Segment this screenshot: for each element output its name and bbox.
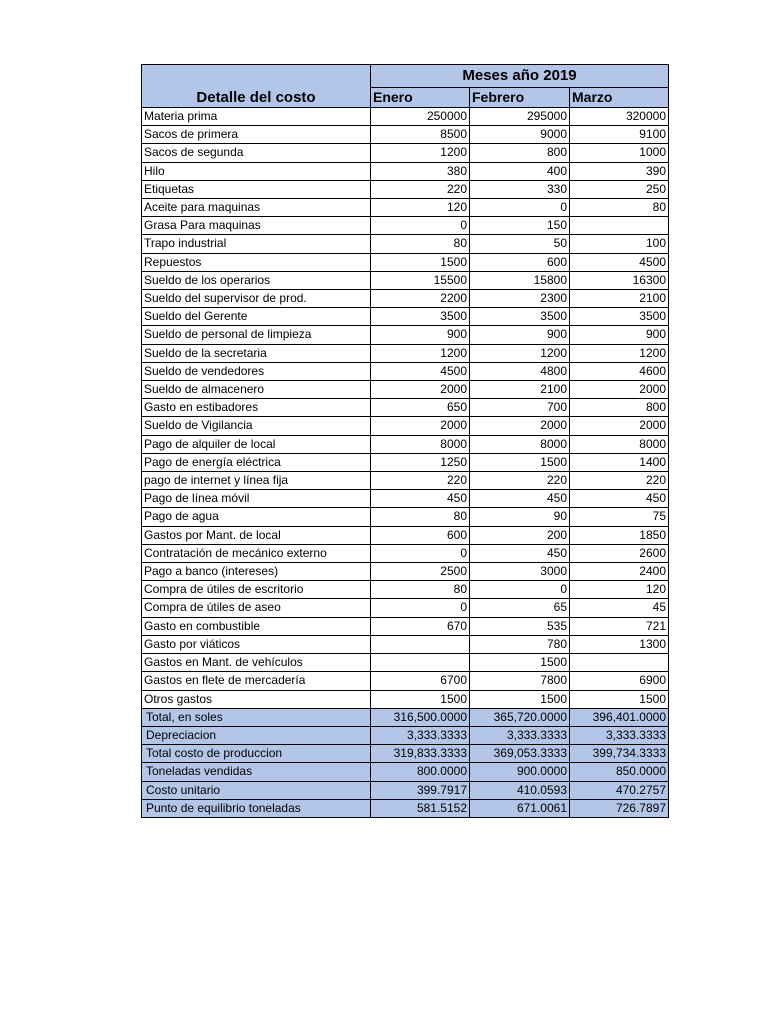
row-label: Gastos en flete de mercadería (142, 672, 371, 690)
table-row (142, 326, 669, 344)
cell-febrero: 1500 (470, 453, 570, 471)
cell-marzo: 800 (570, 399, 669, 417)
cell-marzo: 2000 (570, 417, 669, 435)
table-row (142, 563, 669, 581)
cell-marzo: 399,734.3333 (570, 745, 669, 763)
row-label: Sacos de primera (142, 126, 371, 144)
header-cost-detail: Detalle del costo (142, 65, 371, 108)
row-label: Pago a banco (intereses) (142, 563, 371, 581)
cell-enero: 120 (371, 199, 470, 217)
cell-marzo (570, 217, 669, 235)
cell-enero: 1250 (371, 453, 470, 471)
cell-marzo: 220 (570, 472, 669, 490)
table-row (142, 199, 669, 217)
cell-enero: 2200 (371, 290, 470, 308)
cell-enero: 220 (371, 180, 470, 198)
cell-enero: 1500 (371, 690, 470, 708)
cell-marzo: 2400 (570, 563, 669, 581)
cell-febrero: 3,333.3333 (470, 726, 570, 744)
cell-febrero: 900.0000 (470, 763, 570, 781)
cell-marzo: 2100 (570, 290, 669, 308)
cell-enero: 600 (371, 526, 470, 544)
cell-febrero: 65 (470, 599, 570, 617)
cell-marzo: 721 (570, 617, 669, 635)
table-row (142, 126, 669, 144)
cell-febrero: 9000 (470, 126, 570, 144)
cell-febrero: 400 (470, 162, 570, 180)
cell-febrero: 2000 (470, 417, 570, 435)
cell-enero: 1200 (371, 144, 470, 162)
row-label: Pago de energía eléctrica (142, 453, 371, 471)
cell-enero: 1200 (371, 344, 470, 362)
row-label: Sueldo de Vigilancia (142, 417, 371, 435)
cell-marzo: 900 (570, 326, 669, 344)
row-label: Compra de útiles de aseo (142, 599, 371, 617)
row-label: Grasa Para maquinas (142, 217, 371, 235)
row-label: Aceite para maquinas (142, 199, 371, 217)
cell-marzo: 2000 (570, 381, 669, 399)
table-row (142, 235, 669, 253)
row-label: Repuestos (142, 253, 371, 271)
cell-marzo: 2600 (570, 544, 669, 562)
cell-marzo: 1500 (570, 690, 669, 708)
cell-marzo: 4500 (570, 253, 669, 271)
table-row (142, 271, 669, 289)
header-row-group (142, 65, 669, 88)
row-label: pago de internet y línea fija (142, 472, 371, 490)
cell-marzo: 1850 (570, 526, 669, 544)
cell-marzo: 390 (570, 162, 669, 180)
summary-row (142, 799, 669, 817)
cell-febrero: 450 (470, 490, 570, 508)
cell-febrero: 0 (470, 581, 570, 599)
cell-enero: 2000 (371, 381, 470, 399)
cell-enero: 80 (371, 508, 470, 526)
table-row (142, 435, 669, 453)
table-row (142, 581, 669, 599)
table-row (142, 417, 669, 435)
table-row (142, 490, 669, 508)
cell-enero: 4500 (371, 362, 470, 380)
table-row (142, 144, 669, 162)
table-row (142, 544, 669, 562)
cell-marzo: 3,333.3333 (570, 726, 669, 744)
cell-enero: 670 (371, 617, 470, 635)
cell-febrero: 220 (470, 472, 570, 490)
row-label: Total, en soles (142, 708, 371, 726)
header-month-marzo: Marzo (570, 88, 669, 108)
cell-enero: 900 (371, 326, 470, 344)
cell-marzo: 75 (570, 508, 669, 526)
summary-row (142, 763, 669, 781)
cell-febrero: 450 (470, 544, 570, 562)
table-row (142, 344, 669, 362)
row-label: Sueldo de los operarios (142, 271, 371, 289)
cell-enero: 581.5152 (371, 799, 470, 817)
cell-enero: 1500 (371, 253, 470, 271)
cell-marzo: 1400 (570, 453, 669, 471)
cell-febrero: 15800 (470, 271, 570, 289)
table-row (142, 399, 669, 417)
cell-febrero: 369,053.3333 (470, 745, 570, 763)
table-row (142, 472, 669, 490)
cell-febrero: 200 (470, 526, 570, 544)
row-label: Gastos por Mant. de local (142, 526, 371, 544)
summary-row (142, 745, 669, 763)
cell-enero: 250000 (371, 108, 470, 126)
table-row (142, 290, 669, 308)
row-label: Depreciacion (142, 726, 371, 744)
cell-febrero: 410.0593 (470, 781, 570, 799)
cell-febrero: 90 (470, 508, 570, 526)
table-row (142, 162, 669, 180)
cell-marzo: 80 (570, 199, 669, 217)
row-label: Gastos en Mant. de vehículos (142, 654, 371, 672)
row-label: Compra de útiles de escritorio (142, 581, 371, 599)
cell-febrero: 1200 (470, 344, 570, 362)
cell-marzo: 4600 (570, 362, 669, 380)
table-row (142, 617, 669, 635)
row-label: Toneladas vendidas (142, 763, 371, 781)
row-label: Gasto por viáticos (142, 635, 371, 653)
cell-enero (371, 654, 470, 672)
cell-enero: 316,500.0000 (371, 708, 470, 726)
cell-febrero: 671.0061 (470, 799, 570, 817)
cell-marzo: 100 (570, 235, 669, 253)
cell-marzo: 1200 (570, 344, 669, 362)
row-label: Sueldo de vendedores (142, 362, 371, 380)
cell-febrero: 800 (470, 144, 570, 162)
cell-enero: 80 (371, 235, 470, 253)
row-label: Trapo industrial (142, 235, 371, 253)
table-row (142, 253, 669, 271)
cell-enero: 319,833.3333 (371, 745, 470, 763)
cell-enero: 3500 (371, 308, 470, 326)
cell-enero: 8000 (371, 435, 470, 453)
cell-febrero: 2100 (470, 381, 570, 399)
cell-enero: 650 (371, 399, 470, 417)
cell-marzo: 120 (570, 581, 669, 599)
table-row (142, 381, 669, 399)
row-label: Gasto en combustible (142, 617, 371, 635)
header-month-enero: Enero (371, 88, 470, 108)
cell-marzo: 250 (570, 180, 669, 198)
cell-enero: 80 (371, 581, 470, 599)
cell-febrero: 365,720.0000 (470, 708, 570, 726)
cell-febrero: 2300 (470, 290, 570, 308)
summary-row (142, 781, 669, 799)
cell-enero: 2000 (371, 417, 470, 435)
cell-febrero: 7800 (470, 672, 570, 690)
table-body (142, 108, 669, 709)
cell-febrero: 900 (470, 326, 570, 344)
table-row (142, 308, 669, 326)
table-row (142, 108, 669, 126)
table-row (142, 654, 669, 672)
cell-febrero: 535 (470, 617, 570, 635)
cell-enero: 15500 (371, 271, 470, 289)
cell-enero: 399.7917 (371, 781, 470, 799)
row-label: Sueldo de almacenero (142, 381, 371, 399)
cell-febrero: 50 (470, 235, 570, 253)
cell-marzo (570, 654, 669, 672)
table-row (142, 180, 669, 198)
table-row (142, 217, 669, 235)
cell-febrero: 8000 (470, 435, 570, 453)
cell-enero: 800.0000 (371, 763, 470, 781)
table-row (142, 599, 669, 617)
row-label: Hilo (142, 162, 371, 180)
row-label: Etiquetas (142, 180, 371, 198)
cell-marzo: 1000 (570, 144, 669, 162)
cell-enero: 6700 (371, 672, 470, 690)
cell-marzo: 1300 (570, 635, 669, 653)
cell-febrero: 150 (470, 217, 570, 235)
cell-marzo: 45 (570, 599, 669, 617)
row-label: Pago de alquiler de local (142, 435, 371, 453)
table-row (142, 508, 669, 526)
cell-febrero: 295000 (470, 108, 570, 126)
table-row (142, 362, 669, 380)
summary-row (142, 708, 669, 726)
cell-marzo: 320000 (570, 108, 669, 126)
cell-enero: 2500 (371, 563, 470, 581)
cell-marzo: 6900 (570, 672, 669, 690)
summary-row (142, 726, 669, 744)
cell-marzo: 470.2757 (570, 781, 669, 799)
cell-marzo: 9100 (570, 126, 669, 144)
row-label: Sueldo de la secretaria (142, 344, 371, 362)
cell-marzo: 850.0000 (570, 763, 669, 781)
row-label: Sueldo de personal de limpieza (142, 326, 371, 344)
cell-marzo: 8000 (570, 435, 669, 453)
row-label: Gasto en estibadores (142, 399, 371, 417)
row-label: Materia prima (142, 108, 371, 126)
cell-febrero: 4800 (470, 362, 570, 380)
cell-enero: 8500 (371, 126, 470, 144)
row-label: Punto de equilibrio toneladas (142, 799, 371, 817)
row-label: Total costo de produccion (142, 745, 371, 763)
cell-enero: 0 (371, 599, 470, 617)
cell-febrero: 3000 (470, 563, 570, 581)
table-row (142, 453, 669, 471)
cell-febrero: 1500 (470, 690, 570, 708)
cell-marzo: 396,401.0000 (570, 708, 669, 726)
cell-febrero: 1500 (470, 654, 570, 672)
cell-enero: 220 (371, 472, 470, 490)
table-row (142, 690, 669, 708)
row-label: Pago de línea móvil (142, 490, 371, 508)
cell-enero: 450 (371, 490, 470, 508)
cell-febrero: 700 (470, 399, 570, 417)
table-summary (142, 708, 669, 817)
cell-enero: 380 (371, 162, 470, 180)
row-label: Sacos de segunda (142, 144, 371, 162)
cell-febrero: 780 (470, 635, 570, 653)
cost-table (141, 64, 669, 818)
cell-marzo: 3500 (570, 308, 669, 326)
cost-sheet (141, 64, 669, 818)
header-months-2019: Meses año 2019 (371, 65, 669, 88)
header-month-febrero: Febrero (470, 88, 570, 108)
cell-marzo: 16300 (570, 271, 669, 289)
row-label: Contratación de mecánico externo (142, 544, 371, 562)
cell-febrero: 0 (470, 199, 570, 217)
cell-enero: 0 (371, 217, 470, 235)
table-row (142, 672, 669, 690)
cell-febrero: 3500 (470, 308, 570, 326)
row-label: Sueldo del Gerente (142, 308, 371, 326)
table-row (142, 635, 669, 653)
row-label: Pago de agua (142, 508, 371, 526)
cell-enero (371, 635, 470, 653)
row-label: Otros gastos (142, 690, 371, 708)
cell-marzo: 450 (570, 490, 669, 508)
row-label: Costo unitario (142, 781, 371, 799)
cell-marzo: 726.7897 (570, 799, 669, 817)
table-row (142, 526, 669, 544)
cell-enero: 3,333.3333 (371, 726, 470, 744)
cell-febrero: 330 (470, 180, 570, 198)
cell-febrero: 600 (470, 253, 570, 271)
row-label: Sueldo del supervisor de prod. (142, 290, 371, 308)
cell-enero: 0 (371, 544, 470, 562)
